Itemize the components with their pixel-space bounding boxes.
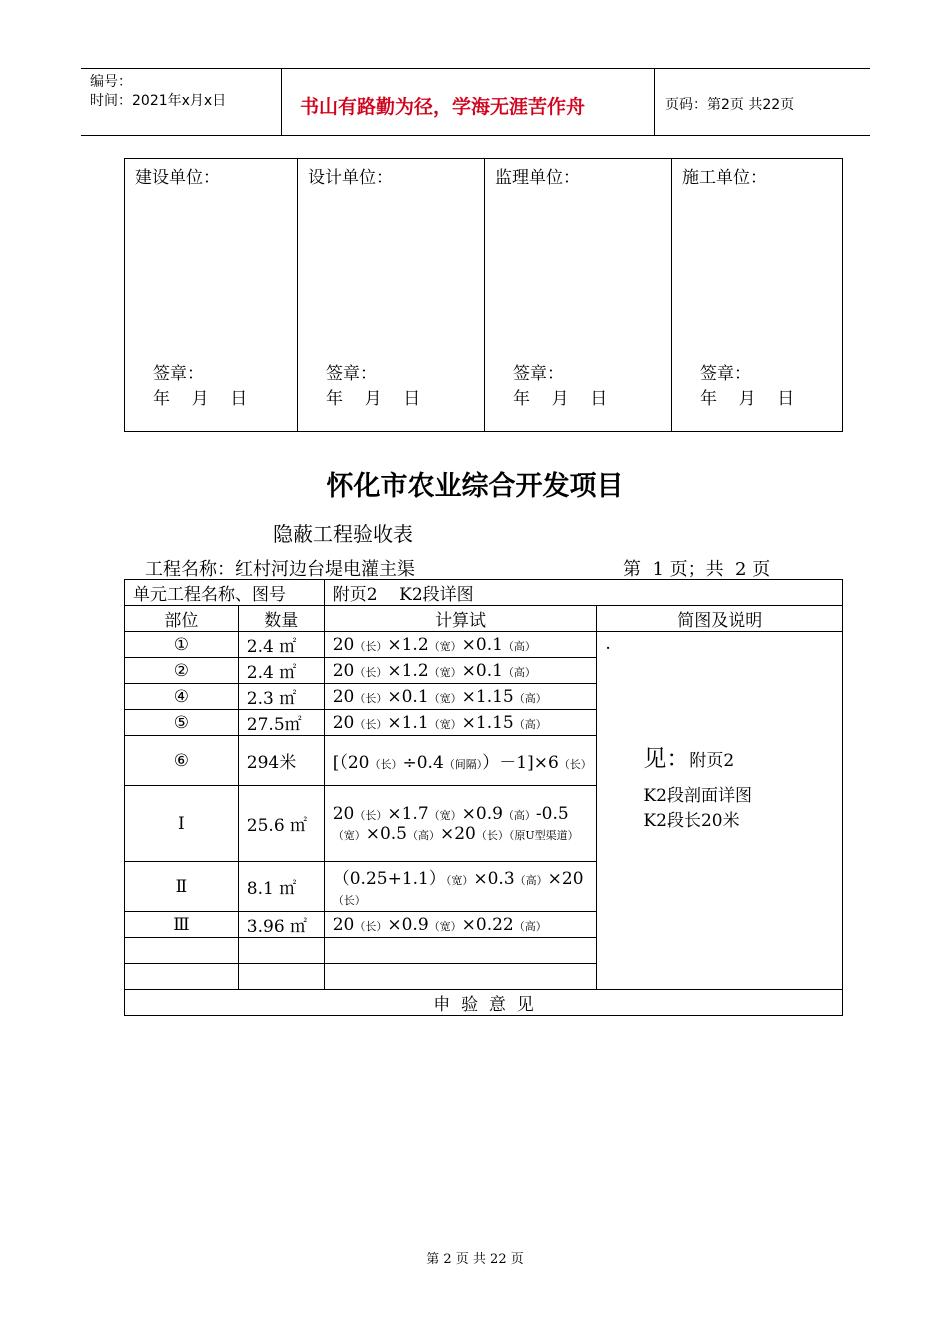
unit-label: 设计单位： [308, 168, 393, 188]
project-name: 工程名称：红村河边台堤电灌主渠 [145, 559, 415, 580]
desc-see-label: 见： [643, 746, 690, 772]
qty-cell [238, 938, 324, 964]
desc-see [643, 740, 734, 773]
time-label: 时间：2021年x月x日 [90, 93, 227, 109]
signature-table [124, 158, 843, 432]
qty-cell [238, 964, 324, 990]
page-footer: 第 2 页 共 22 页 [426, 1252, 524, 1267]
stamp-label: 签章： [513, 364, 564, 384]
unit-label: 建设单位： [135, 168, 220, 188]
column-header-desc: 简图及说明 [597, 606, 843, 632]
qty-cell: 2.4 ㎡ [238, 658, 324, 684]
serial-label: 编号： [90, 74, 132, 90]
desc-line: K2段剖面详图 [643, 786, 752, 806]
motto: 书山有路勤为径，学海无涯苦作舟 [300, 96, 586, 118]
qty-cell: 25.6 ㎡ [238, 786, 324, 862]
calc-cell: 20（长）×1.2（宽）×0.1（高） [324, 658, 597, 684]
part-cell [125, 964, 239, 990]
calc-cell: 20（长）×0.1（宽）×1.15（高） [324, 684, 597, 710]
header-divider [654, 68, 655, 136]
part-cell: ⑤ [125, 710, 239, 736]
calc-cell: 20（长）×1.1（宽）×1.15（高） [324, 710, 597, 736]
qty-cell: 3.96 ㎡ [238, 912, 324, 938]
page-title: 怀化市农业综合开发项目 [326, 471, 624, 502]
opinion-row: 申 验 意 见 [125, 990, 843, 1016]
date-label: 年 月 日 [326, 389, 421, 409]
unit-label: 施工单位： [682, 168, 767, 188]
qty-cell: 27.5㎡ [238, 710, 324, 736]
qty-cell: 294米 [238, 736, 324, 786]
table-row [125, 632, 843, 658]
description-cell [597, 632, 843, 990]
unit-name-value: 附页2 K2段详图 [324, 580, 842, 606]
stamp-label: 签章： [700, 364, 751, 384]
page-subtitle: 隐蔽工程验收表 [273, 522, 413, 546]
page-label: 页码：第2页 共22页 [665, 97, 795, 113]
desc-ref: 附页2 [689, 751, 735, 771]
part-cell: ① [125, 632, 239, 658]
stamp-label: 签章： [326, 364, 377, 384]
header-bottom-rule [81, 135, 870, 136]
column-header-qty: 数量 [238, 606, 324, 632]
date-label: 年 月 日 [153, 389, 248, 409]
calc-cell: 20（长）×0.9（宽）×0.22（高） [324, 912, 597, 938]
acceptance-table [124, 579, 843, 1016]
part-cell: Ⅰ [125, 786, 239, 862]
calc-cell: 20（长）×1.7（宽）×0.9（高）-0.5（宽）×0.5（高）×20（长）（原U型渠道） [324, 786, 597, 862]
calc-cell: 20（长）×1.2（宽）×0.1（高） [324, 632, 597, 658]
signature-cell [672, 159, 843, 432]
date-label: 年 月 日 [700, 389, 795, 409]
signature-cell [485, 159, 672, 432]
desc-dot: . [605, 634, 611, 654]
calc-cell [324, 938, 597, 964]
signature-cell [125, 159, 298, 432]
header-divider [281, 68, 282, 136]
part-cell [125, 938, 239, 964]
desc-line: K2段长20米 [643, 811, 740, 831]
header-top-rule [81, 68, 870, 69]
qty-cell: 2.4 ㎡ [238, 632, 324, 658]
page-info: 第 1 页；共 2 页 [623, 559, 771, 580]
unit-name-label: 单元工程名称、图号 [125, 580, 325, 606]
part-cell: ② [125, 658, 239, 684]
qty-cell: 8.1 ㎡ [238, 862, 324, 912]
date-label: 年 月 日 [513, 389, 608, 409]
signature-cell [298, 159, 485, 432]
stamp-label: 签章： [153, 364, 204, 384]
part-cell: Ⅱ [125, 862, 239, 912]
part-cell: Ⅲ [125, 912, 239, 938]
part-cell: ⑥ [125, 736, 239, 786]
calc-cell: （0.25+1.1）（宽）×0.3（高）×20（长） [324, 862, 597, 912]
calc-cell [324, 964, 597, 990]
column-header-part: 部位 [125, 606, 239, 632]
calc-cell: [（20（长）÷0.4（间隔））－1]×6（长） [324, 736, 597, 786]
unit-label: 监理单位： [495, 168, 580, 188]
part-cell: ④ [125, 684, 239, 710]
column-header-calc: 计算试 [324, 606, 597, 632]
qty-cell: 2.3 ㎡ [238, 684, 324, 710]
